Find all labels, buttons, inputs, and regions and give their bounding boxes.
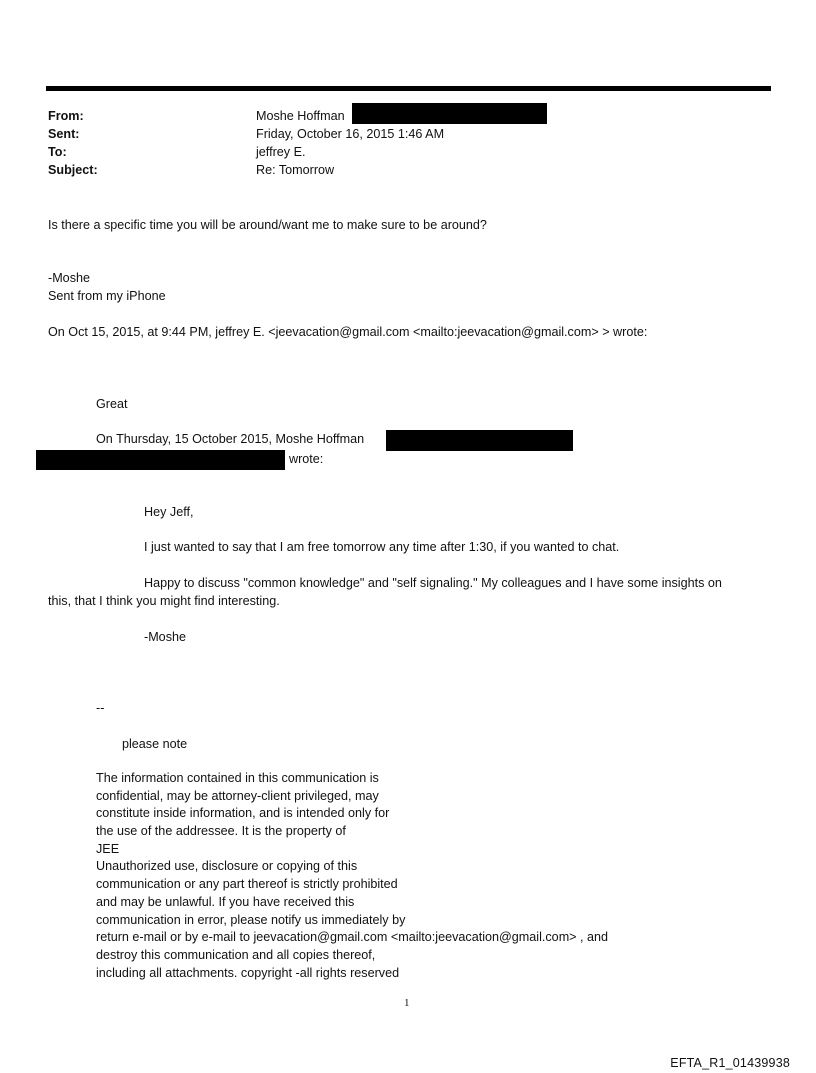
redaction-bar: [36, 450, 285, 470]
disclaimer-line: including all attachments. copyright -all rights reserved: [96, 965, 400, 980]
disclaimer-line: and may be unlawful. If you have received this: [96, 894, 355, 909]
question-text: Is there a specific time you will be around/want me to make sure to be around?: [48, 218, 487, 232]
redaction-bar: [386, 430, 573, 451]
attribution-suffix: wrote:: [289, 452, 324, 466]
disclaimer-line: JEE: [96, 841, 120, 856]
sent-value: Friday, October 16, 2015 1:46 AM: [256, 127, 445, 141]
to-label: To:: [48, 145, 67, 159]
disclaimer-line: constitute inside information, and is intended only for: [96, 806, 390, 821]
separator: --: [96, 701, 105, 715]
disclaimer-line: destroy this communication and all copies thereof,: [96, 947, 376, 962]
signoff: -Moshe: [144, 630, 186, 644]
note-label: please note: [122, 737, 188, 751]
disclaimer-line: communication in error, please notify us immediately by: [96, 912, 406, 927]
header-rule: [46, 86, 771, 91]
message-line: I just wanted to say that I am free tomorrow any time after 1:30, if you wanted to chat.: [144, 540, 620, 554]
subject-value: Re: Tomorrow: [256, 163, 335, 177]
disclaimer-line: the use of the addressee. It is the property of: [96, 824, 346, 839]
from-label: From:: [48, 109, 84, 123]
from-value: Moshe Hoffman: [256, 109, 345, 123]
bates-number: EFTA_R1_01439938: [670, 1056, 790, 1070]
disclaimer: [96, 769, 696, 981]
disclaimer-line: communication or any part thereof is strictly prohibited: [96, 877, 398, 892]
signature-name: -Moshe: [48, 271, 90, 285]
disclaimer-line: confidential, may be attorney-client privileged, may: [96, 788, 379, 803]
redaction-bar: [352, 103, 547, 124]
greeting: Hey Jeff,: [144, 505, 194, 519]
subject-label: Subject:: [48, 163, 98, 177]
message-line: this, that I think you might find interesting.: [48, 594, 280, 608]
to-value: jeffrey E.: [256, 145, 306, 159]
attribution-prefix: On Thursday, 15 October 2015, Moshe Hoffman: [96, 432, 365, 446]
disclaimer-line: return e-mail or by e-mail to jeevacation@gmail.com <mailto:jeevacation@gmail.com> , and: [96, 930, 609, 945]
disclaimer-line: Unauthorized use, disclosure or copying of this: [96, 859, 358, 874]
sent-label: Sent:: [48, 127, 80, 141]
reply-text: Great: [96, 397, 128, 411]
quote-intro: On Oct 15, 2015, at 9:44 PM, jeffrey E. <jeevacation@gmail.com <mailto:jeevacation@gmail.com> > wrote:: [48, 325, 648, 339]
message-line: Happy to discuss "common knowledge" and "self signaling." My colleagues and I have some insights on: [144, 576, 722, 590]
page-number: 1: [404, 997, 410, 1009]
disclaimer-line: The information contained in this communication is: [96, 771, 379, 785]
signature-device: Sent from my iPhone: [48, 289, 166, 303]
